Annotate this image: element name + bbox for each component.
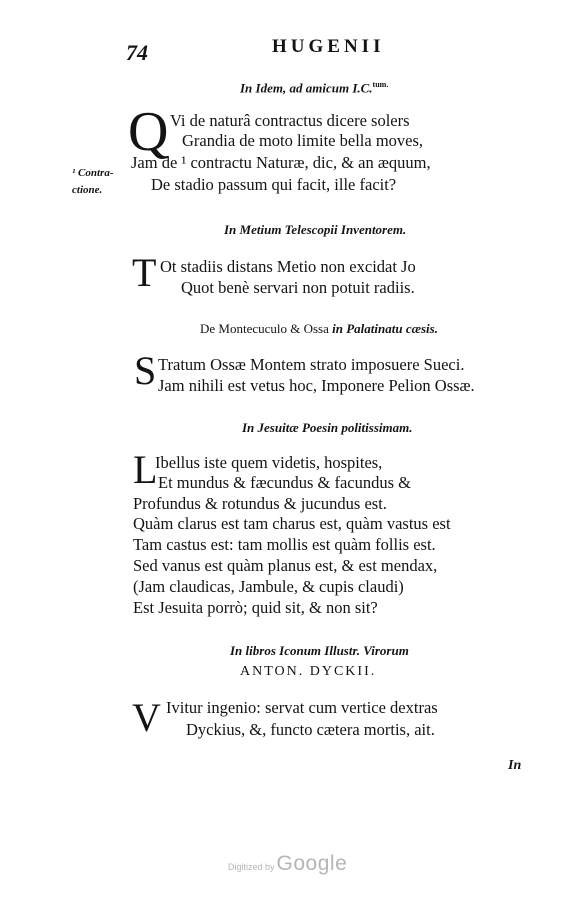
margin-note-1: ¹ Contra- <box>72 167 114 179</box>
running-head: HUGENII <box>272 36 385 57</box>
poem1-line-1: Vi de naturâ contractus dicere solers <box>170 111 410 130</box>
poem5-subtitle: ANTON. DYCKII. <box>240 664 377 679</box>
poem5-line-1: Ivitur ingenio: servat cum vertice dextras <box>166 698 438 717</box>
poem2-title: In Metium Telescopii Inventorem. <box>224 222 407 237</box>
poem3-drop-cap: S <box>134 348 157 393</box>
watermark-small-text: Digitized by <box>228 862 275 872</box>
poem4-line-8: Est Jesuita porrò; quid sit, & non sit? <box>133 598 378 617</box>
poem3-title: De Montecuculo & Ossa in Palatinatu cæsis. <box>200 321 438 336</box>
poem2-line-2: Quot benè servari non potuit radiis. <box>181 278 415 297</box>
poem4-line-5: Tam castus est: tam mollis est quàm follis est. <box>133 535 436 554</box>
poem4-line-7: (Jam claudicas, Jambule, & cupis claudi) <box>133 577 404 596</box>
margin-note-2: ctione. <box>72 184 103 196</box>
poem1-line-2: Grandia de moto limite bella moves, <box>182 131 424 150</box>
poem3-line-1: Tratum Ossæ Montem strato imposuere Sueci. <box>158 355 465 374</box>
google-watermark <box>228 852 347 876</box>
poem4-line-6: Sed vanus est quàm planus est, & est mendax, <box>133 556 438 575</box>
poem1-line-3: Jam de ¹ contractu Naturæ, dic, & an æquum, <box>131 153 431 172</box>
poem2-drop-cap: T <box>132 250 157 295</box>
poem4-line-3: Profundus & rotundus & jucundus est. <box>133 494 387 513</box>
poem5-title: In libros Iconum Illustr. Virorum <box>230 643 409 658</box>
poem4-line-2: Et mundus & fæcundus & facundus & <box>158 473 411 492</box>
poem4-line-1: Ibellus iste quem videtis, hospites, <box>155 453 383 472</box>
poem2-line-1: Ot stadiis distans Metio non excidat Jo <box>160 257 416 276</box>
poem4-title: In Jesuitæ Poesin politissimam. <box>242 420 413 435</box>
poem4-drop-cap: L <box>133 447 158 492</box>
poem3-line-2: Jam nihili est vetus hoc, Imponere Pelion Ossæ. <box>158 376 475 395</box>
poem5-drop-cap: V <box>132 695 161 740</box>
poem1-line-4: De stadio passum qui facit, ille facit? <box>151 175 397 194</box>
catchword: In <box>508 758 522 773</box>
poem1-title: In Idem, ad amicum I.C.$^{tum.}$ <box>240 80 389 96</box>
poem4-line-4: Quàm clarus est tam charus est, quàm vastus est <box>133 514 451 533</box>
poem5-line-2: Dyckius, &, functo cætera mortis, ait. <box>186 720 435 739</box>
page-number: 74 <box>126 40 148 65</box>
poem1-drop-cap: Q <box>128 101 169 163</box>
watermark-logo-text: Google <box>276 852 348 875</box>
